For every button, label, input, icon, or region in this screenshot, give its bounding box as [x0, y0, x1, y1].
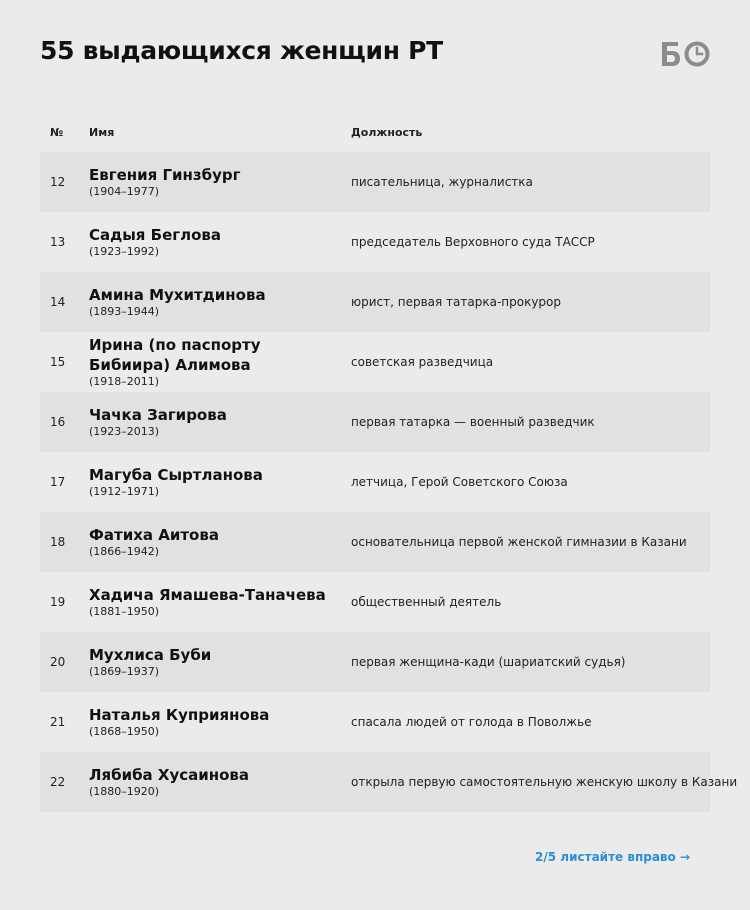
row-position: основательница первой женской гимназии в Казани [351, 535, 687, 549]
column-header-position: Должность [351, 126, 423, 139]
table-row [40, 332, 710, 392]
row-years: (1912–1971) [89, 485, 160, 498]
row-name: Фатиха Аитова [89, 526, 219, 544]
row-number: 16 [50, 415, 66, 429]
table-row [40, 452, 710, 512]
row-years: (1869–1937) [89, 665, 160, 678]
row-name: Ирина (по паспорту Бибиира) Алимова [89, 336, 261, 374]
row-person [89, 335, 339, 389]
row-years: (1923–2013) [89, 425, 160, 438]
row-number: 13 [50, 235, 66, 249]
row-position: общественный деятель [351, 595, 502, 609]
row-name: Наталья Куприянова [89, 706, 270, 724]
table-row [40, 152, 710, 212]
table-row [40, 692, 710, 752]
row-position: писательница, журналистка [351, 175, 533, 189]
row-position: советская разведчица [351, 355, 494, 369]
row-person [89, 765, 339, 799]
row-number: 12 [50, 175, 66, 189]
row-name: Мухлиса Буби [89, 646, 212, 664]
row-number: 14 [50, 295, 66, 309]
row-number: 21 [50, 715, 66, 729]
women-table [40, 118, 738, 812]
row-years: (1866–1942) [89, 545, 160, 558]
column-header-number: № [50, 126, 64, 139]
table-row [40, 272, 710, 332]
column-header-name: Имя [89, 126, 115, 139]
row-name: Магуба Сыртланова [89, 466, 263, 484]
row-name: Амина Мухитдинова [89, 286, 266, 304]
row-name: Лябиба Хусаинова [89, 766, 250, 784]
row-person [89, 225, 339, 259]
table-row [40, 632, 710, 692]
row-years: (1880–1920) [89, 785, 160, 798]
row-years: (1881–1950) [89, 605, 160, 618]
row-name: Садыя Беглова [89, 226, 222, 244]
row-years: (1868–1950) [89, 725, 160, 738]
row-name: Хадича Ямашева-Таначева [89, 586, 326, 604]
row-position: спасала людей от голода в Поволжье [351, 715, 592, 729]
table-row [40, 572, 710, 632]
row-person [89, 645, 339, 679]
row-position: первая татарка — военный разведчик [351, 415, 595, 429]
next-page-link[interactable]: 2/5 листайте вправо → [535, 850, 690, 864]
row-number: 15 [50, 355, 66, 369]
row-years: (1918–2011) [89, 375, 160, 388]
row-name: Евгения Гинзбург [89, 166, 241, 184]
page-title: 55 выдающихся женщин РТ [40, 36, 443, 65]
row-person [89, 465, 339, 499]
row-person [89, 585, 339, 619]
row-name: Чачка Загирова [89, 406, 227, 424]
row-person [89, 405, 339, 439]
row-years: (1904–1977) [89, 185, 160, 198]
row-number: 19 [50, 595, 66, 609]
table-header [40, 118, 710, 152]
row-person [89, 705, 339, 739]
row-number: 22 [50, 775, 66, 789]
row-number: 20 [50, 655, 66, 669]
row-position: председатель Верховного суда ТАССР [351, 235, 595, 249]
row-years: (1923–1992) [89, 245, 160, 258]
table-row [40, 212, 710, 272]
row-position: летчица, Герой Советского Союза [351, 475, 568, 489]
row-position: открыла первую самостоятельную женскую школу в Казани [351, 775, 738, 789]
row-position: юрист, первая татарка-прокурор [351, 295, 562, 309]
row-person [89, 285, 339, 319]
row-person [89, 165, 339, 199]
table-row [40, 512, 710, 572]
row-years: (1893–1944) [89, 305, 160, 318]
row-number: 17 [50, 475, 66, 489]
table-row [40, 752, 738, 812]
table-row [40, 392, 710, 452]
row-position: первая женщина-кади (шариатский судья) [351, 655, 626, 669]
bo-logo [660, 40, 712, 68]
row-person [89, 525, 339, 559]
row-number: 18 [50, 535, 66, 549]
